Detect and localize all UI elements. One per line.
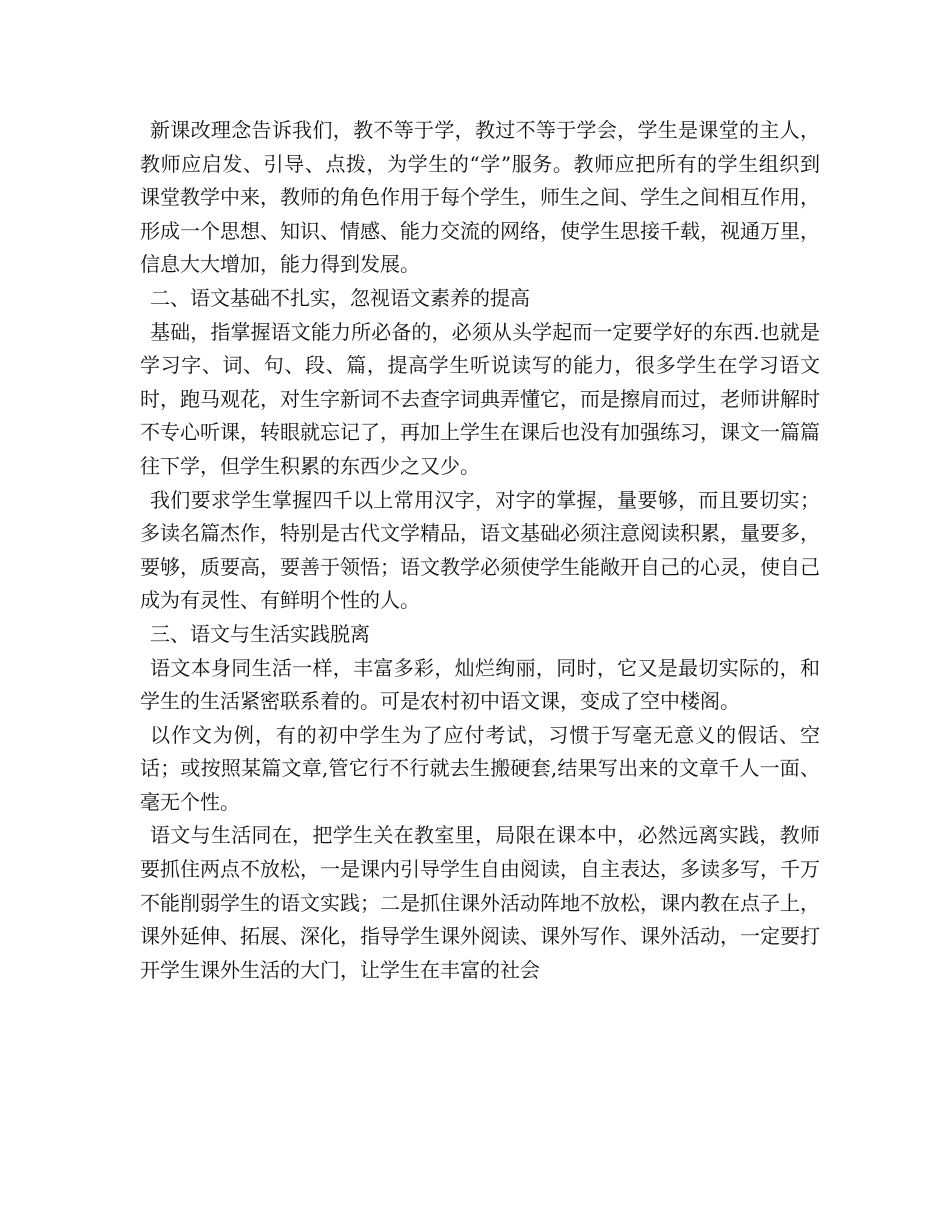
section-heading-3: 三、语文与生活实践脱离: [150, 621, 370, 646]
paragraph-6: 语文与生活同在，把学生关在教室里，局限在课本中，必然远离实践，教师要抓住两点不放松，一是课内引导学生自由阅读，自主表达，多读多写，千万不能削弱学生的语文实践；二是抓住课外活动阵地不放松，课内教在点子上，课外延伸、拓展、深化，指导学生课外阅读、课外写作、课外活动，一定要打开学生课外生活的大门，让学生在丰富的社会: [140, 823, 820, 982]
document-page: [140, 114, 820, 987]
paragraph-5: 以作文为例，有的初中学生为了应付考试，习惯于写毫无意义的假话、空话；或按照某篇文章,管它行不行就去生搬硬套,结果写出来的文章千人一面、毫无个性。: [140, 722, 820, 814]
section-heading-2: 二、语文基础不扎实，忽视语文素养的提高: [150, 285, 530, 310]
paragraph-4: 语文本身同生活一样，丰富多彩，灿烂绚丽，同时，它又是最切实际的，和学生的生活紧密联系着的。可是农村初中语文课，变成了空中楼阁。: [140, 655, 820, 714]
paragraph-3: 我们要求学生掌握四千以上常用汉字，对字的掌握，量要够，而且要切实；多读名篇杰作，特别是古代文学精品，语文基础必须注意阅读积累，量要多，要够，质要高，要善于领悟；语文教学必须使学生能敞开自己的心灵，使自己成为有灵性、有鲜明个性的人。: [140, 487, 820, 613]
paragraph-1: 新课改理念告诉我们，教不等于学，教过不等于学会，学生是课堂的主人，教师应启发、引导、点拨，为学生的“学”服务。教师应把所有的学生组织到课堂教学中来，教师的角色作用于每个学生，师生之间、学生之间相互作用，形成一个思想、知识、情感、能力交流的网络，使学生思接千载，视通万里，信息大大增加，能力得到发展。: [140, 118, 820, 277]
paragraph-2: 基础，指掌握语文能力所必备的，必须从头学起而一定要学好的东西.也就是学习字、词、句、段、篇，提高学生听说读写的能力，很多学生在学习语文时，跑马观花，对生字新词不去查字词典弄懂它，而是擦肩而过，老师讲解时不专心听课，转眼就忘记了，再加上学生在课后也没有加强练习，课文一篇篇往下学，但学生积累的东西少之又少。: [140, 319, 820, 478]
